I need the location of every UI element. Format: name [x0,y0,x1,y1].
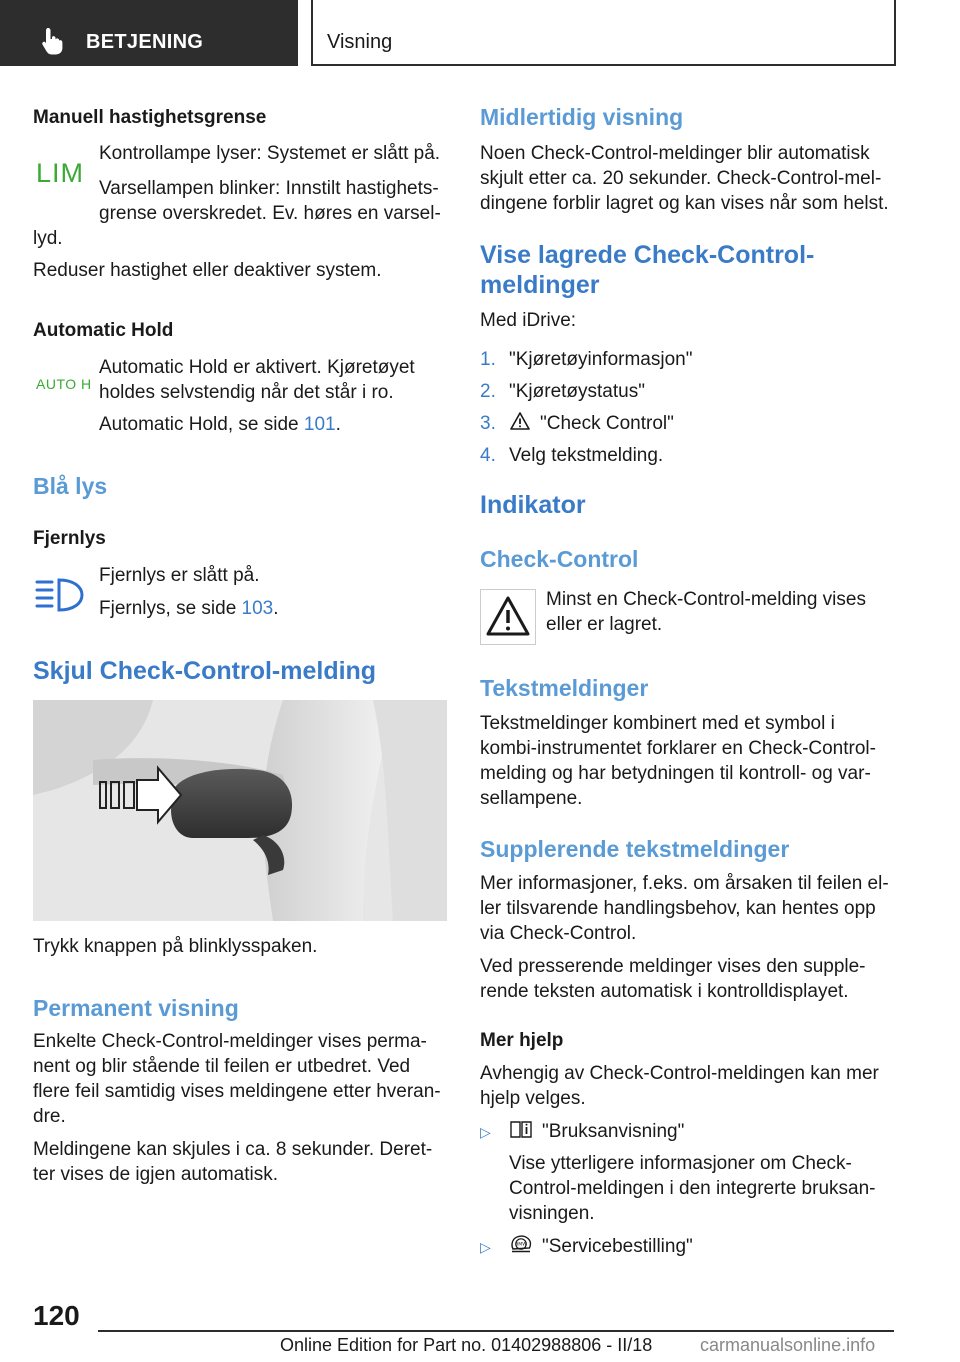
autohold-line-1a: Automatic Hold er aktivert. Kjøretøyet [99,357,415,378]
more-help-heading: Mer hjelp [480,1030,564,1051]
stored-intro: Med iDrive: [480,310,577,331]
stored-title-b: meldinger [480,271,600,299]
supplementary-p2b: rende teksten automatisk i kontrolldisplayet. [480,981,849,1002]
permanent-p1a: Enkelte Check-Control-meldinger vises perma- [33,1031,427,1052]
step-1: 1. "Kjøretøyinformasjon" [480,349,693,370]
temp-p1b: skjult etter ca. 20 sekunder. Check-Control-mel- [480,168,882,189]
svg-text:BMW: BMW [515,1242,527,1248]
permanent-p1c: flere feil samtidig vises meldingene etter hveran- [33,1081,441,1102]
turn-signal-lever-illustration [33,700,447,921]
blue-lights-title: Blå lys [33,473,108,499]
help-item-manual-desc-c: visningen. [509,1203,595,1224]
text-messages-p1d: sellampene. [480,788,583,809]
permanent-p1d: dre. [33,1106,66,1127]
permanent-p2b: ter vises de igjen automatisk. [33,1164,279,1185]
bullet-triangle-icon: ▷ [480,1239,491,1255]
indicator-title: Indikator [480,491,586,519]
lim-line-2a: Varsellampen blinker: Innstilt hastighets- [99,178,439,199]
more-help-p1a: Avhengig av Check-Control-meldingen kan mer [480,1063,879,1084]
owners-manual-icon [509,1119,533,1139]
lever-drawing [33,700,447,921]
lim-lamp-icon: LIM [36,158,85,188]
help-item-service: ▷ BMW "Servicebestilling" [480,1233,693,1260]
high-beam-page-link[interactable]: 103 [241,598,274,619]
autohold-ref: Automatic Hold, se side 101. [99,414,341,435]
supplementary-p1c: via Check-Control. [480,923,637,944]
chapter-title: Visning [327,31,393,53]
watermark: carmanualsonline.info [700,1335,876,1355]
text-messages-p1b: kombi-instrumentet forklarer en Check-Control- [480,738,876,759]
high-beam-lamp-icon [34,576,86,614]
permanent-p1b: nent og blir stående til feilen er utbedret. Ved [33,1056,411,1077]
autohold-line-1b: holdes selvstendig når det står i ro. [99,382,394,403]
autohold-heading: Automatic Hold [33,320,174,341]
warning-triangle-icon [509,411,531,431]
hide-check-control-title: Skjul Check-Control-melding [33,657,377,685]
high-beam-ref: Fjernlys, se side 103. [99,598,279,619]
page-number: 120 [33,1300,80,1331]
autohold-lamp-icon: AUTO H [36,376,92,392]
hide-caption: Trykk knappen på blinklysspaken. [33,936,318,957]
autohold-page-link[interactable]: 101 [303,414,336,435]
temp-p1a: Noen Check-Control-meldinger blir automatisk [480,143,870,164]
supplementary-p1b: ler tilsvarende handlingsbehov, kan hentes opp [480,898,876,919]
temp-title: Midlertidig visning [480,104,684,130]
supplementary-title: Supplerende tekstmeldinger [480,836,790,862]
lim-line-3: Reduser hastighet eller deaktiver system. [33,260,382,281]
permanent-title: Permanent visning [33,995,239,1021]
more-help-p1b: hjelp velges. [480,1088,586,1109]
help-item-manual-desc-b: Control-meldingen i den integrerte bruksan- [509,1178,876,1199]
stored-title-a: Vise lagrede Check-Control- [480,241,815,269]
indicator-line-2: eller er lagret. [546,614,663,635]
section-title: BETJENING [86,31,204,53]
bmw-service-icon [509,1233,533,1255]
supplementary-p2a: Ved presserende meldinger vises den supple- [480,956,866,977]
high-beam-line-1: Fjernlys er slått på. [99,565,260,586]
bullet-triangle-icon: ▷ [480,1124,491,1140]
step-4: 4. Velg tekstmelding. [480,445,664,466]
help-item-manual: ▷ "Bruksanvisning" [480,1119,684,1145]
lim-line-1: Kontrollampe lyser: Systemet er slått på. [99,143,441,164]
section-header [0,0,298,66]
edition-note: Online Edition for Part no. 01402988806 - II/18 [280,1335,653,1355]
lim-line-2c: lyd. [33,228,63,249]
text-messages-p1a: Tekstmeldinger kombinert med et symbol i [480,713,835,734]
help-item-manual-desc-a: Vise ytterligere informasjoner om Check- [509,1153,852,1174]
step-2: 2. "Kjøretøystatus" [480,381,645,402]
permanent-p2a: Meldingene kan skjules i ca. 8 sekunder. Deret- [33,1139,433,1160]
lim-line-2b: grense overskredet. Ev. høres en varsel- [99,203,441,224]
check-control-subtitle: Check-Control [480,546,639,572]
chapter-header [311,0,896,66]
indicator-line-1: Minst en Check-Control-melding vises [546,589,866,610]
hand-pointer-icon [40,26,66,56]
text-messages-p1c: melding og har betydningen til kontroll- og var- [480,763,871,784]
high-beam-heading: Fjernlys [33,528,106,549]
supplementary-p1a: Mer informasjoner, f.eks. om årsaken til feilen el- [480,873,889,894]
step-3: 3. "Check Control" [480,413,674,434]
temp-p1c: dingene forblir lagret og kan vises når som helst. [480,193,889,214]
footer-divider [98,1330,894,1332]
lim-heading: Manuell hastighetsgrense [33,107,267,128]
check-control-warning-icon [480,589,536,645]
text-messages-title: Tekstmeldinger [480,675,649,701]
